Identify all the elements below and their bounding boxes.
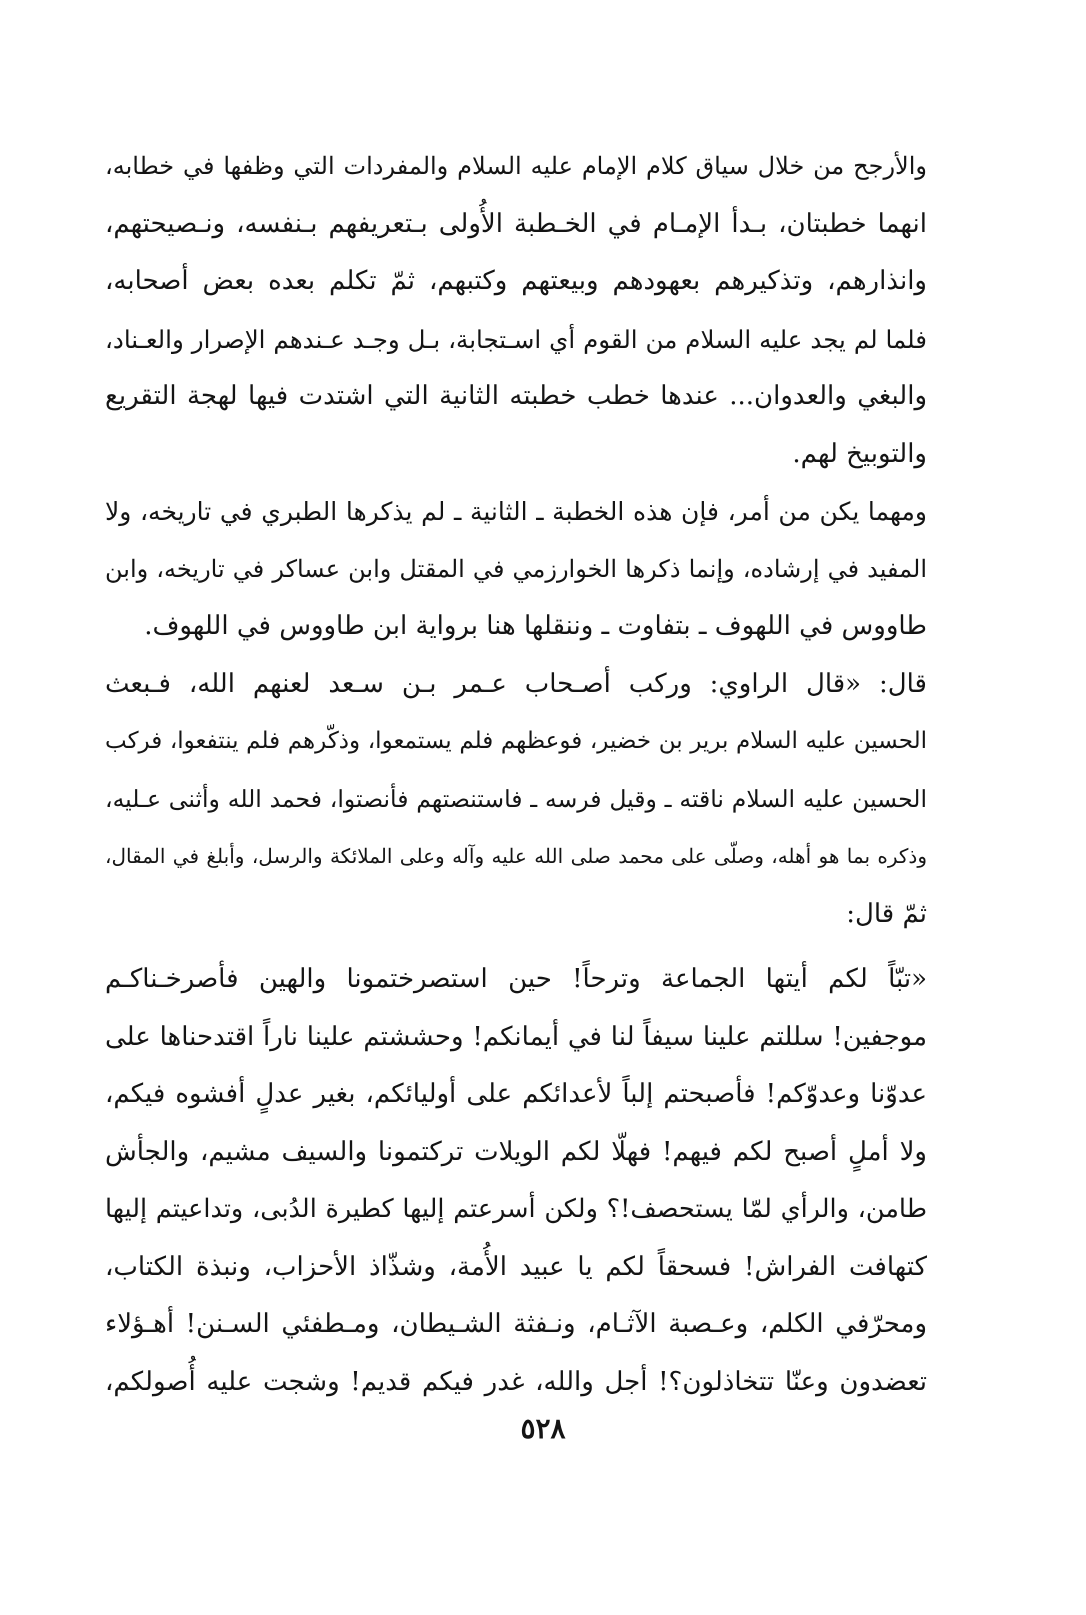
text-line: كتهافت الفراش! فسحقاً لكم يا عبيد الأُمة، وشذّاذ الأحزاب، ونبذة الكتاب، <box>105 1251 927 1282</box>
text-line: وانذارهم، وتذكيرهم بعهودهم وبيعتهم وكتبهم، ثمّ تكلم بعده بعض أصحابه، <box>105 266 927 296</box>
text-line: طامن، والرأي لمّا يستحصف!؟ ولكن أسرعتم إليها كطيرة الدُبى، وتداعيتم إليها <box>105 1194 927 1224</box>
text-line: قال: «قال الراوي: وركب أصـحاب عـمر بـن سـعد لعنهم الله، فـبعث <box>105 668 927 699</box>
paragraph-gap <box>105 943 927 951</box>
text-line: فلما لم يجد عليه السلام من القوم أي اسـتجابة، بـل وجـد عـندهم الإصرار والعـناد، <box>105 324 927 354</box>
paragraph <box>105 138 927 483</box>
text-line: ولا أملٍ أصبح لكم فيهم! فهلّا لكم الويلات تركتمونا والسيف مشيم، والجأش <box>105 1136 927 1167</box>
paragraph <box>105 483 927 656</box>
text-line: طاووس في اللهوف ـ بتفاوت ـ وننقلها هنا برواية ابن طاووس في اللهوف. <box>144 611 927 641</box>
text-line: الحسين عليه السلام برير بن خضير، فوعظهم فلم يستمعوا، وذكّرهم فلم ينتفعوا، فركب <box>105 728 927 754</box>
page-number: ٥٢٨ <box>520 1412 566 1445</box>
text-line: ومحرّفي الكلم، وعـصبة الآثـام، ونـفثة الشـيطان، ومـطفئي السـنن! أهـؤلاء <box>105 1309 927 1339</box>
text-line: والتوبيخ لهم. <box>792 438 927 469</box>
text-line: «تبّاً لكم أيتها الجماعة وترحاً! حين استصرختمونا والهين فأصرخـناكـم <box>105 964 927 994</box>
text-line: والبغي والعدوان... عندها خطب خطبته الثانية التي اشتدت فيها لهجة التقريع <box>105 381 927 411</box>
text-line: تعضدون وعنّا تتخاذلون؟! أجل والله، غدر فيكم قديم! وشجت عليه أُصولكم، <box>105 1366 927 1397</box>
text-line: موجفين! سللتم علينا سيفاً لنا في أيمانكم! وحششتم علينا ناراً اقتدحناها على <box>105 1021 927 1052</box>
text-line: والأرجح من خلال سياق كلام الإمام عليه السلام والمفردات التي وظفها في خطابه، <box>105 152 927 180</box>
text-line: انهما خطبتان، بـدأ الإمـام في الخـطبة الأُولى بـتعريفهم بـنفسه، ونـصيحتهم، <box>105 208 927 239</box>
text-line: الحسين عليه السلام ناقته ـ وقيل فرسه ـ فاستنصتهم فأنصتوا، فحمد الله وأثنى عـليه، <box>105 784 927 813</box>
text-line: ومهما يكن من أمر، فإن هذه الخطبة ـ الثانية ـ لم يذكرها الطبري في تاريخه، ولا <box>105 497 927 526</box>
text-line: وذكره بما هو أهله، وصلّى على محمد صلى الله عليه وآله وعلى الملائكة والرسل، وأبلغ في المقال، <box>105 844 927 868</box>
paragraph <box>105 656 927 944</box>
page-body <box>105 138 927 1411</box>
paragraph <box>105 951 927 1411</box>
text-line: عدوّنا وعدوّكم! فأصبحتم إلباً لأعدائكم على أوليائكم، بغير عدلٍ أفشوه فيكم، <box>105 1079 927 1109</box>
text-line: المفيد في إرشاده، وإنما ذكرها الخوارزمي في المقتل وابن عساكر في تاريخه، وابن <box>105 554 927 583</box>
text-line: ثمّ قال: <box>846 898 927 929</box>
